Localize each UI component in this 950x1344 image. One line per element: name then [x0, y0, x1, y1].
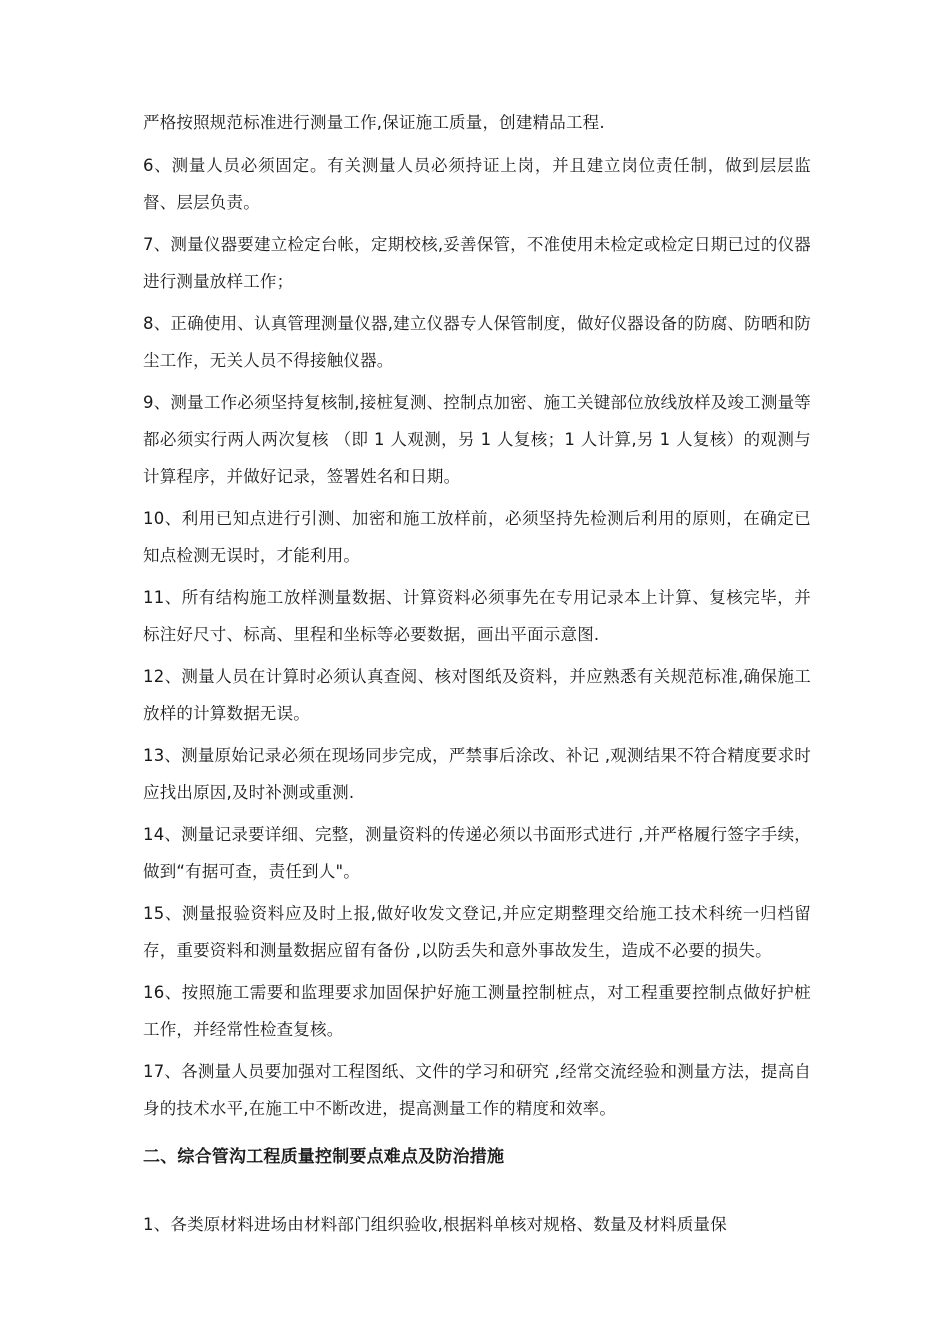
- paragraph-item-12: 12、测量人员在计算时必须认真查阅、核对图纸及资料，并应熟悉有关规范标准,确保施工放样的计算数据无误。: [143, 667, 811, 723]
- paragraph-item-7: 7、测量仪器要建立检定台帐，定期校核,妥善保管，不准使用未检定或检定日期已过的仪器进行测量放样工作；: [143, 235, 811, 291]
- paragraph-item-11: 11、所有结构施工放样测量数据、计算资料必须事先在专用记录本上计算、复核完毕，并标注好尺寸、标高、里程和坐标等必要数据，画出平面示意图.: [143, 588, 811, 644]
- document-body: [143, 104, 811, 1248]
- section-paragraph-item-1: 1、各类原材料进场由材料部门组织验收,根据料单核对规格、数量及材料质量保: [143, 1215, 727, 1234]
- section-heading: 二、综合管沟工程质量控制要点难点及防治措施: [143, 1147, 505, 1167]
- paragraph-continued: 严格按照规范标准进行测量工作,保证施工质量，创建精品工程.: [143, 113, 605, 132]
- paragraph-item-16: 16、按照施工需要和监理要求加固保护好施工测量控制桩点，对工程重要控制点做好护桩工作，并经常性检查复核。: [143, 983, 811, 1039]
- paragraph-item-6: 6、测量人员必须固定。有关测量人员必须持证上岗，并且建立岗位责任制，做到层层监督、层层负责。: [143, 156, 811, 212]
- paragraph-item-8: 8、正确使用、认真管理测量仪器,建立仪器专人保管制度，做好仪器设备的防腐、防晒和防尘工作，无关人员不得接触仪器。: [143, 314, 811, 370]
- paragraph-item-17: 17、各测量人员要加强对工程图纸、文件的学习和研究 ,经常交流经验和测量方法，提高自身的技术水平,在施工中不断改进，提高测量工作的精度和效率。: [143, 1062, 811, 1118]
- paragraph-item-14: 14、测量记录要详细、完整，测量资料的传递必须以书面形式进行 ,并严格履行签字手续，做到“有据可查，责任到人"。: [143, 825, 811, 881]
- paragraph-item-10: 10、利用已知点进行引测、加密和施工放样前，必须坚持先检测后利用的原则，在确定已知点检测无误时，才能利用。: [143, 509, 811, 565]
- paragraph-item-15: 15、测量报验资料应及时上报,做好收发文登记,并应定期整理交给施工技术科统一归档留存，重要资料和测量数据应留有备份 ,以防丢失和意外事故发生，造成不必要的损失。: [143, 904, 811, 960]
- paragraph-item-13: 13、测量原始记录必须在现场同步完成，严禁事后涂改、补记 ,观测结果不符合精度要求时应找出原因,及时补测或重测.: [143, 746, 811, 802]
- paragraph-item-9: 9、测量工作必须坚持复核制,接桩复测、控制点加密、施工关键部位放线放样及竣工测量等都必须实行两人两次复核 （即 1 人观测，另 1 人复核；1 人计算,另 1 人复核）的观测与计算程序，并做好记录，签署姓名和日期。: [143, 393, 811, 486]
